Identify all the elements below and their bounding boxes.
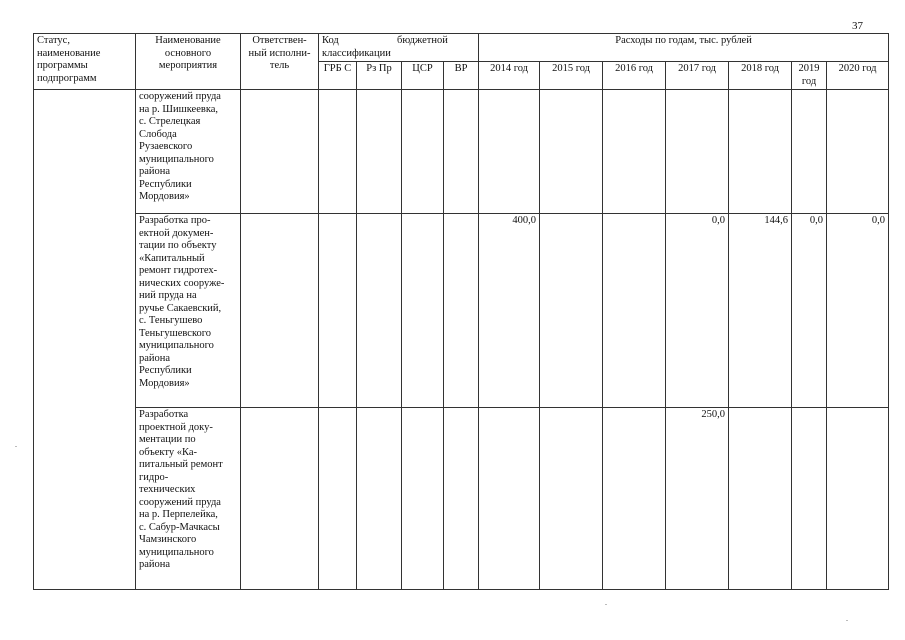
code-cell <box>402 90 444 214</box>
header-code-rzpr: Рз Пр <box>357 62 402 90</box>
value-cell <box>540 408 603 590</box>
value-cell <box>479 408 540 590</box>
code-cell <box>402 214 444 408</box>
table-row <box>34 214 889 408</box>
code-cell <box>357 408 402 590</box>
executor-cell <box>241 214 319 408</box>
value-cell <box>603 90 666 214</box>
header-code-left: Код <box>322 35 339 46</box>
scan-speck <box>15 446 17 447</box>
header-code-right: бюджетной <box>397 35 448 46</box>
table-row <box>34 408 889 590</box>
value-cell: 0,0 <box>827 214 889 408</box>
code-cell <box>402 408 444 590</box>
header-year-2015: 2015 год <box>540 62 603 90</box>
scan-speck <box>846 620 848 621</box>
code-cell <box>319 90 357 214</box>
header-code-grbs: ГРБ С <box>319 62 357 90</box>
value-cell <box>666 90 729 214</box>
value-cell: 0,0 <box>666 214 729 408</box>
value-cell <box>729 90 792 214</box>
code-cell <box>444 90 479 214</box>
value-cell: 144,6 <box>729 214 792 408</box>
value-cell <box>603 214 666 408</box>
table-row <box>34 90 889 214</box>
header-code-csr: ЦСР <box>402 62 444 90</box>
value-cell <box>540 214 603 408</box>
header-budget-code <box>319 34 479 62</box>
value-cell <box>792 408 827 590</box>
code-cell <box>357 90 402 214</box>
value-cell <box>603 408 666 590</box>
code-cell <box>319 214 357 408</box>
value-cell <box>479 90 540 214</box>
header-expenses: Расходы по годам, тыс. рублей <box>479 34 889 62</box>
header-code-second: классификации <box>322 47 391 59</box>
page-number: 37 <box>852 20 863 32</box>
header-executor: Ответствен-ный исполни-тель <box>241 34 319 90</box>
value-cell: 250,0 <box>666 408 729 590</box>
status-cell <box>34 90 136 590</box>
code-cell <box>444 214 479 408</box>
value-cell <box>729 408 792 590</box>
value-cell <box>540 90 603 214</box>
scan-speck <box>605 604 607 605</box>
header-year-2020: 2020 год <box>827 62 889 90</box>
value-cell: 0,0 <box>792 214 827 408</box>
value-cell: 400,0 <box>479 214 540 408</box>
value-cell <box>827 408 889 590</box>
header-activity: Наименование основного мероприятия <box>136 34 241 90</box>
header-year-2014: 2014 год <box>479 62 540 90</box>
code-cell <box>444 408 479 590</box>
value-cell <box>792 90 827 214</box>
activity-cell: Разработка проектной доку- ментации по объекту «Ка- питальный ремонт гидро- технических сооружений пруда на р. Перпелейка, с. Сабур-Мачкасы Чамзинского муниципального района <box>136 408 241 590</box>
budget-table <box>33 33 889 590</box>
code-cell <box>357 214 402 408</box>
header-year-2018: 2018 год <box>729 62 792 90</box>
value-cell <box>827 90 889 214</box>
header-year-2016: 2016 год <box>603 62 666 90</box>
activity-cell: сооружений пруда на р. Шишкеевка, с. Стрелецкая Слобода Рузаевского муниципального района Республики Мордовия» <box>136 90 241 214</box>
executor-cell <box>241 90 319 214</box>
executor-cell <box>241 408 319 590</box>
header-year-2019: 2019 год <box>792 62 827 90</box>
code-cell <box>319 408 357 590</box>
activity-cell: Разработка про- ектной докумен- тации по объекту «Капитальный ремонт гидротех- нических сооруже- ний пруда на ручье Сакаевский, с. Теньгушево Теньгушевского муниципального района Республики Мордовия» <box>136 214 241 408</box>
header-year-2017: 2017 год <box>666 62 729 90</box>
header-code-vr: ВР <box>444 62 479 90</box>
header-status: Статус, наименование программы подпрограмм <box>34 34 136 90</box>
header-row-1 <box>34 34 889 62</box>
